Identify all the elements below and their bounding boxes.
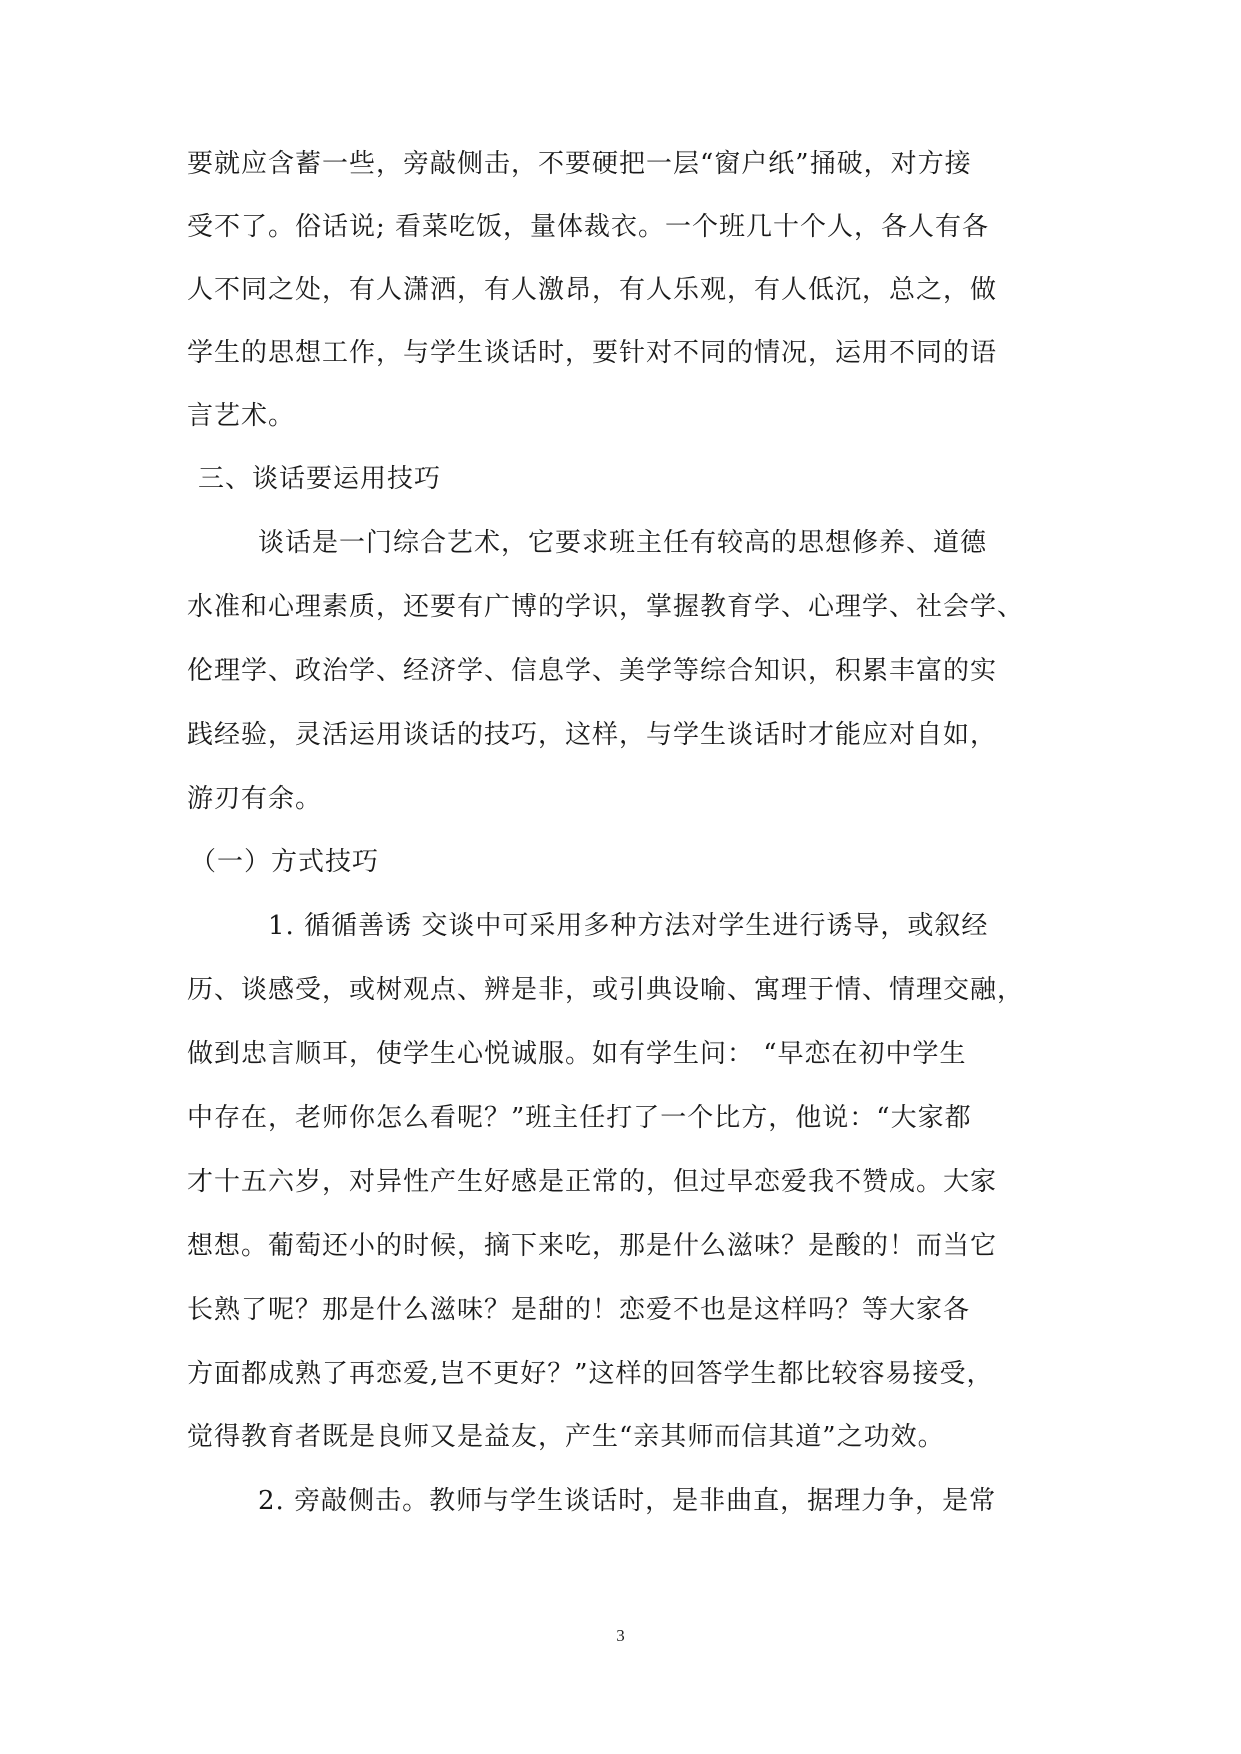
- text-line: 方面都成熟了再恋爱,岂不更好？”这样的回答学生都比较容易接受，: [187, 1359, 994, 1389]
- subsection-heading: （一）方式技巧: [190, 847, 380, 877]
- text-line: 想想。葡萄还小的时候，摘下来吃，那是什么滋味？是酸的！而当它: [187, 1231, 998, 1261]
- text-line: 2. 旁敲侧击。教师与学生谈话时，是非曲直，据理力争，是常: [258, 1486, 997, 1516]
- text-line: 学生的思想工作，与学生谈话时，要针对不同的情况，运用不同的语: [187, 338, 998, 368]
- section-heading: 三、谈话要运用技巧: [198, 464, 442, 494]
- text-line: 觉得教育者既是良师又是益友，产生“亲其师而信其道”之功效。: [187, 1422, 945, 1452]
- text-line: 历、谈感受，或树观点、辨是非，或引典设喻、寓理于情、情理交融，: [187, 975, 1025, 1005]
- text-line: 要就应含蓄一些，旁敲侧击，不要硬把一层“窗户纸”捅破，对方接: [187, 149, 972, 179]
- text-line: 做到忠言顺耳，使学生心悦诚服。如有学生问： “早恋在初中学生: [187, 1039, 967, 1069]
- text-line: 水准和心理素质，还要有广博的学识，掌握教育学、心理学、社会学、: [187, 592, 1025, 622]
- text-line: 中存在，老师你怎么看呢？”班主任打了一个比方，他说：“大家都: [187, 1103, 972, 1133]
- page-number: 3: [616, 1626, 625, 1645]
- text-line: 1. 循循善诱 交谈中可采用多种方法对学生进行诱导，或叙经: [268, 911, 989, 941]
- text-line: 游刃有余。: [187, 784, 323, 814]
- text-line: 践经验，灵活运用谈话的技巧，这样，与学生谈话时才能应对自如，: [187, 720, 998, 750]
- text-line: 言艺术。: [187, 401, 296, 431]
- text-line: 伦理学、政治学、经济学、信息学、美学等综合知识，积累丰富的实: [187, 656, 998, 686]
- text-line: 人不同之处，有人潇洒，有人激昂，有人乐观，有人低沉，总之，做: [187, 275, 998, 305]
- text-line: 谈话是一门综合艺术，它要求班主任有较高的思想修养、道德: [258, 528, 988, 558]
- text-line: 才十五六岁，对异性产生好感是正常的，但过早恋爱我不赞成。大家: [187, 1167, 998, 1197]
- text-line: 受不了。俗话说; 看菜吃饭，量体裁衣。一个班几十个人，各人有各: [187, 212, 990, 242]
- text-line: 长熟了呢？那是什么滋味？是甜的！恋爱不也是这样吗？等大家各: [187, 1295, 971, 1325]
